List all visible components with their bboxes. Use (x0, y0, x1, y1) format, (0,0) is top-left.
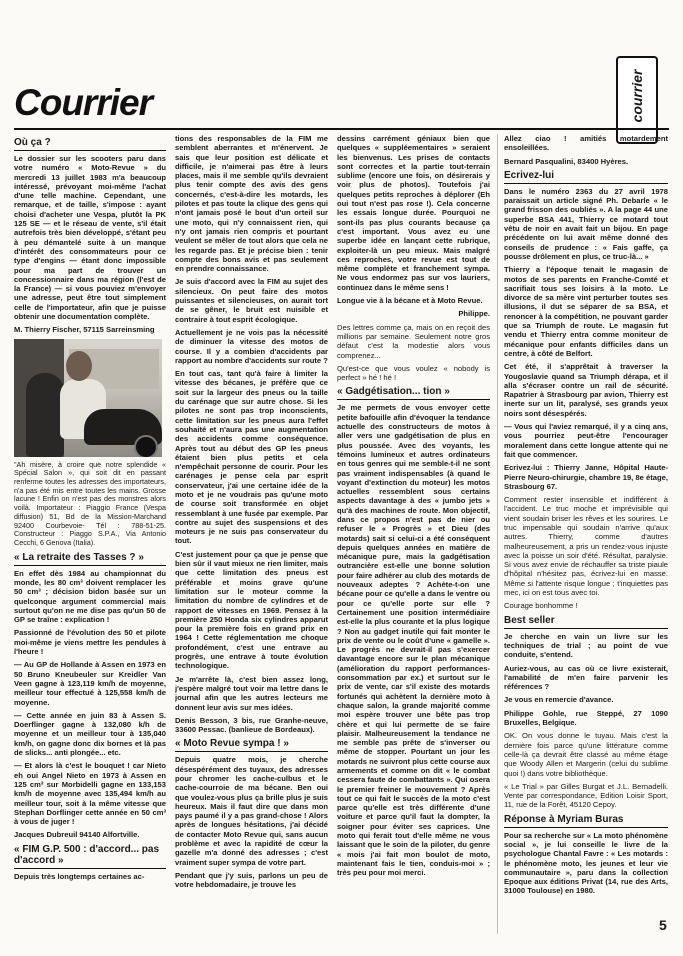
heading-best-seller: Best seller (504, 615, 668, 629)
letter-signature: Philippe. (458, 309, 490, 319)
letter-paragraph: — Vous qui l'aviez remarqué, il y a cinq ans, vous pourriez peut-être l'encourager moralement dans cette longue attente qui ne fait que commencer. (504, 422, 668, 459)
heading-fim-gp: « FIM G.P. 500 : d'accord... pas d'accord » (14, 844, 166, 869)
editor-reply: Qu'est-ce que vous voulez « nobody is perfect » hé ! hé ! (337, 363, 490, 383)
column-3 (337, 134, 490, 939)
letter-paragraph: — Cette année en juin 83 à Assen S. Doerflinger gagne à 132,080 k/h de moyenne et un meilleur tour à 135,040 km/h, on gagne donc dix bornes et là pas de slicks... anti plongée... etc. (14, 710, 166, 758)
letter-paragraph: Ecrivez-lui : Thierry Janne, Hôpital Haute-Pierre Neuro-chirurgie, chambre 19, 8e étage, Strasbourg 67. (504, 463, 668, 491)
letter-paragraph: — Et alors là c'est le bouquet ! car Nieto eh oui Angel Nieto en 1973 à Assen en 125 cm³ sur Morbidelli gagne en 133,153 km/h de moyenne avec 135,494 km/h au meilleur tour, soit à la même vitesse que Stephan Dorflinger cette année en 50 cm³ à vous de juger ! (14, 761, 166, 827)
letter-paragraph: Allez ciao ! amitiés motardement ensoleillées. (504, 134, 668, 153)
heading-moto-revue-sympa: « Moto Revue sympa ! » (175, 738, 328, 752)
logo-text: courrier (629, 69, 645, 123)
letter-paragraph: Je suis d'accord avec la FIM au sujet des silencieux. On peut faire des motos puissantes et silencieuses, on aurait tort de se gêner, le bruit est nuisible et contraire à tout esprit écologique. (175, 277, 328, 324)
letter-paragraph: C'est justement pour ça que je pense que bien sûr il vaut mieux ne rien limiter, mais que cette limitation des pneus est préférable et moins grave qu'une limitation sur le moteur comme la limitation du nombre de cylindres et de rapport de vitesses en 1969. Pensez à la première 250 Honda six cylindres apparut pour la première fois en grand prix en 1964 ! Cette réglementation me choque profondément, c'est une entrave au progrès, une entrave à toute évolution technologique. (175, 549, 328, 671)
editor-reply: Des lettres comme ça, mais on en reçoit des millions par semaine. Seulement notre gros défaut c'est la modestie alors vous comprenez... (337, 322, 490, 360)
letter-paragraph: Auriez-vous, au cas où ce livre existerait, l'amabilité de m'en faire parvenir les références ? (504, 663, 668, 692)
editor-reply: Comment rester insensible et indifférent à l'accident. Le truc moche et imprévisible qui vient soudain briser les rêves et les sourires. Le truc impensable qui soudain n'arrive qu'aux autres. Thierry, comme d'autres malheureusement, a pris un rendez-vous injuste avec la poisse un soir d'été. Résultat, paralysie. Si vous avez envie de réchauffer sa triste piaule d'hôpital n'hésitez pas, écrivez-lui en masse. Même si l'attente risque longue ; t'inquiettes pas mec, ici on est tous avec toi. (504, 495, 668, 598)
letter-paragraph: Je cherche en vain un livre sur les techniques de trial ; au point de vue conduite, s'entend. (504, 631, 668, 660)
letter-paragraph: En tout cas, tant qu'à faire à limiter la vitesse des bécanes, je préfère que ce soit sur la largeur des pneus ou la taille du carénage que sur autre chose. Si les pilotes ne sont pas trop inconscients, cette limitation sur les pneus aura l'effet souhaité et n'aura pas une augmentation des accidents comme conséquence. Après tout au début des GP les pneus étaient bien plus petits et cela n'empêchait personne de courir. Pour les carénages je pense cela par esprit conservateur, j'ai une certaine idée de la moto et je ne voudrais pas qu'une moto de course soit transformée en objet ressemblant à une fusée par exemple. Par contre au sujet des suspensions et des moteurs je ne suis pas conservateur du tout. (175, 369, 328, 546)
letter-paragraph: dessins carrément géniaux bien que quelques « suppléementaires » seraient les bienvenus. Les prises de contacts sont correctes et la partie tout-terrain sublime (encore une fois, on désirerais y voir plus de photos). Toutefois j'ai quelques petits reproches à déplorer (Eh oui tout n'est pas rose !). Cela concerne les essais longue durée. Pourquoi ne sont-ils pas plus courants because ça c'est important. Vous avez eu une superbe idée en lançant cette rubrique, exploiter-là un peu mieux. Mais malgré ces reproches, votre revue est tout de même complète et franchement sympa. Ne vous endormez pas sur vos lauriers, continuez dans le même sens ! (337, 134, 490, 292)
letter-paragraph: Dans le numéro 2363 du 27 avril 1978 paraissait un article signé Ph. Debarle « le grand frisson des oubliés ». A la page 44 une superbe BSA 441, Thierry ce motard tout vêtu de noir en avait fait un bijou. En page précédente on lui avait même donné des conseils de prudence : « Fais gaffe, ça pousse drôlement en plus, ce truc-là... » (504, 186, 668, 261)
letter-signature: Jacques Dubreuil 94140 Alfortville. (14, 830, 140, 840)
letter-paragraph: Actuellement je ne vois pas la nécessité de diminuer la vitesse des motos de course. Il y a combien d'accidents par rapport au nombre d'accidents sur route ? (175, 327, 328, 365)
editor-reply: OK. On vous donne le tuyau. Mais c'est la dernière fois parce qu'une littérature comme celle-là ça devrait être classé au même étage que Woody Allen et Margerin (celui du sublime quoi !) dans votre bibliothèque. (504, 731, 668, 778)
heading-ecrivez-lui: Ecrivez-lui (504, 170, 668, 184)
page-number: 5 (659, 917, 667, 933)
letter-signature: Denis Besson, 3 bis, rue Granhe-neuve, 33600 Pessac. (banlieue de Bordeaux). (175, 715, 328, 735)
letter-paragraph: En effet dès 1984 au championnat du monde, les 80 cm³ doivent remplacer les 50 cm³ ; décision bidon basée sur un quelconque argument commercial mais surtout qu'on ne me dise pas qu'un 50 de GP se traîne : explication ! (14, 568, 166, 625)
courrier-logo (616, 56, 658, 144)
letter-paragraph: tions des responsables de la FIM me semblent aberrantes et m'énervent. Je sais que leur position est délicate et difficile, je n'aimerai pas être à leurs places, mais il me semble qu'ils devraient plus tenir compte des avis des gens concernés, c'est-à-dire les motards, les pilotes et pas toute la clique des gens qui n'ont jamais posé le bout d'un orteil sur une moto, qui n'y connaissent rien, qui n'y ont jamais rien compris et pourtant veulent se mêler de tout alors que cela ne les regarde pas. Et je précise bien : tenir compte des bons avis et pas seulement en prendre connaissance. (175, 134, 328, 274)
letter-paragraph: Passionné de l'évolution des 50 et pilote moi-même je viens mettre les pendules à l'heure ! (14, 628, 166, 657)
letter-signature: Philippe Gohle, rue Steppé, 27 1090 Bruxelles, Belgique. (504, 708, 668, 728)
letter-paragraph: — Au GP de Hollande à Assen en 1973 en 50 Bruno Kneubeuler sur Kreidler Van Veen gagne à 123,119 km/h de moyenne, meilleur tour effectué à 125,558 km/h de moyenne. (14, 660, 166, 707)
letter-paragraph: Je vous en remercie d'avance. (504, 695, 614, 705)
column-4 (504, 134, 668, 939)
editor-reply: « Le Trial » par Gilles Burgat et J.L. Bernadelli. Vente par correspondance, Edition Loisir Sport, 11, rue de la Forêt, 45120 Cepoy. (504, 781, 668, 810)
column-1 (14, 134, 166, 939)
letter-paragraph: Depuis très longtemps certaines ac- (14, 871, 145, 881)
letter-paragraph: Le dossier sur les scooters paru dans votre numéro « Moto-Revue » du mercredi 13 juillet 1983 m'a beaucoup intéressé, prévoyant moi-même l'achat d'une telle machine. Cependant, une remarque, et de taille, s'impose : ayant choisi d'acheter une Vespa, plutôt la PK 125 SE — et le réseau de vente, s'il était autrefois très bien développé, s'étant peu à peu démantelé suite à un manque d'intérêt des consommateurs pour ce type d'engins — étant donc impossible pour ma part de trouver un concessionnaire dans ma région (l'est de la France) — si vous pouviez m'envoyer une adresse, peut être tout simplement celle de l'importateur, afin que je puisse obtenir une documentation complète. (14, 154, 166, 322)
vespa-photo (14, 339, 162, 457)
column-2 (175, 134, 328, 939)
letter-paragraph: Je me permets de vous envoyer cette petite bafouille afin d'évoquer la tendance actuelle des constructeurs de motos à aller vers une gadgétisation de plus en plus poussée. Avec des voyants, les témoins lumineux et autres ordinateurs en tous genres qui me semble-t-il ne sont pas vraiment indispensables (à quand le voyant d'extinction du moteur) les motos actuelles ressemblent sous certains aspects davantage à des « jumbo jets » qu'à des machines de route. Mon objectif, dans ce propos n'est pas de nier ou refuser le « Progrès » et Dieu (des motards) sait si celui-ci a été conséquent depuis quelques années en matière de mécanique pure, mais la gadgétisation outrancière est-elle une bonne solution pour faire adhérer au club des motards de nouveaux adeptes ? Achète-t-on une bécane pour ce qu'elle a dans le ventre ou pour ce qu'elle porte sur elle ? Certainement une position intermédiaire est-elle la plus courante et la plus logique ? Non au gadget inutile qui fait monter le prix de vente ou le coût d'une « gamelle ». Le progrès ne devrait-il pas s'exercer davantage encore sur le plan mécanique (amélioration du rapport performances-consommation par ex.) et surtout sur le prix de vente, car s'il existe des motards fortunés qui achètent la dernière moto à chaque salon, la grande majorité comme moi espère trouver une bête pas trop chère et qui lui permette de se faire plaisir. Malheureusement la tendance ne me semble pas prête de s'inverser ou même de stopper. Pourtant un jour les motards ne suivront plus cette course aux armements et comme on dit « le combat cessera faute de combattants ». Qui osera le premier freiner le mouvement ? Après tout ce qui fait le succès de la moto c'est parce qu'elle est très différente d'une voiture et parce qu'il faut la dompter, la soigner pour éviter ses caprices. Une moto qui ferait tout d'elle même ne vous laissant que le soin de la piloter, du genre « mois j'ai fait mon boulot de moto, maintenant fais le tien, conduis-moi » ; très peu pour moi merci. (337, 403, 490, 878)
letter-signature: Bernard Pasqualini, 83400 Hyères. (504, 156, 629, 166)
column-divider (497, 134, 498, 934)
letter-paragraph: Thierry a l'époque tenait le magasin de motos de ses parents en Franche-Comté et sacrifiait tous ses loisirs à la moto. Le divorce de sa mère vint perturber toutes ses illusions, il dut se séparer de sa BSA, et renoncer à la compétition, ne pouvant garder que sa Triumph de route. Le magasin fut vendu et Thierry entra comme moniteur de mécanique pour enfants difficiles dans un centre, à côté de Belfort. (504, 265, 668, 358)
editor-reply: Courage bonhomme ! (504, 601, 578, 611)
heading-reponse-myriam: Réponse à Myriam Buras (504, 814, 668, 828)
letter-paragraph: Je m'arrête là, c'est bien assez long, j'espère malgré tout voir ma lettre dans le journal afin que les autres lecteurs me donnent leur avis sur mes idées. (175, 674, 328, 712)
page-title: Courrier (14, 82, 152, 123)
letter-paragraph: Pendant que j'y suis, parlons un peu de votre hebdomadaire, je trouve les (175, 870, 328, 890)
letter-paragraph: Longue vie à la bécane et à Moto Revue. (337, 296, 483, 306)
title-rule (14, 128, 669, 130)
letter-paragraph: Cet été, il s'apprêtait à traverser la Yougoslavie quand sa Triumph dérapa, et il alla s'écraser contre un rail de sécurité. Rapatrier à Strasbourg par avion, Thierry est inerte sur un lit, paralysé, ses grands yeux noirs sont désespérés. (504, 362, 668, 418)
letter-paragraph: Depuis quatre mois, je cherche désespérément des tuyaux, des adresses pour chromer les cache-culbus et le cache-courroie de ma bécane. Ben oui que voulez-vous plus ça brille plus je suis heureux. Mais il faut dire que dans mon pays paumé il y a pas grand-chose ! Alors après de longues hésitations, j'ai décidé de contacter Moto Revue qui, sans aucun problème et avec la rapidité de cœur la gazelle m'a donné des adresses ; c'est vraiment super sympa de votre part. (175, 755, 328, 867)
heading-ou-ca: Où ça ? (14, 137, 166, 151)
letter-paragraph: Pour sa recherche sur « La moto phénomène social », je lui conseille le livre de la psychologue Chantal Favre : « Les motards : le phénomène moto, les jeunes et leur vie communautaire », paru dans la collection Epoque aux éditions Privat (14, rue des Arts, 31000 Toulouse) en 1980. (504, 830, 668, 896)
heading-retraite-tasses: « La retraite des Tasses ? » (14, 552, 166, 566)
heading-gadgetisation: « Gadgétisation... tion » (337, 386, 490, 400)
photo-caption: "Ah misère, à croire que notre splendide « Spécial Salon », qui soit dit en passant renferme toutes les adresses des importateurs, n'a pas été mis entre toutes les mains. Grosse lacune ! Enfin on n'est pas des monstres alors voilà. Importateur : Piaggio France (Vespa diffusion) 51, Bd de la Mission-Marchand 92400 Courbevoie- Tél : 788-51-25. Constructeur : Piaggo S.P.A., Via Antonio Cecchi, 6 Genova (Italia). (14, 459, 166, 547)
letter-signature: M. Thierry Fischer, 57115 Sarreinsming (14, 325, 155, 335)
